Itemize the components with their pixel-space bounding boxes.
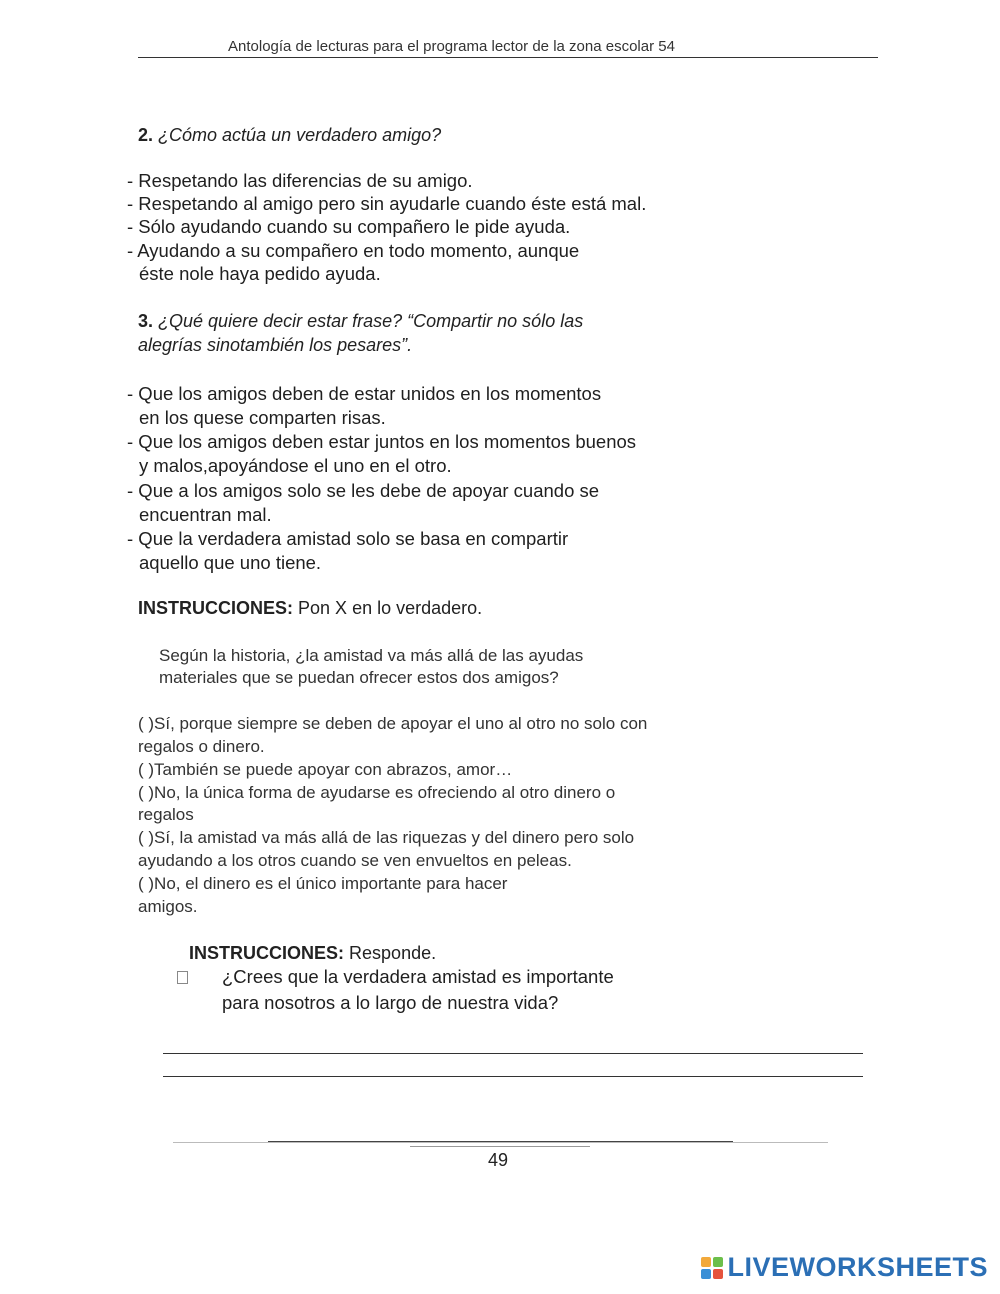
question-3-line2-text: alegrías sinotambién los pesares”. xyxy=(138,335,413,355)
q3-option-3: - Que a los amigos solo se les debe de apoyar cuando se xyxy=(127,480,600,501)
instructions-2 xyxy=(189,943,436,964)
question-2 xyxy=(138,125,441,146)
instructions-1-question-line2: materiales que se puedan ofrecer estos dos amigos? xyxy=(159,668,559,687)
question-3-line2 xyxy=(138,335,412,356)
instructions-2-label: INSTRUCCIONES: xyxy=(189,943,345,963)
q2-option-4: - Ayudando a su compañero en todo momento, aunque xyxy=(127,240,580,261)
instructions-1 xyxy=(138,598,482,619)
question-3-line1: ¿Qué quiere decir estar frase? “Compartir no sólo las xyxy=(158,311,584,331)
checkbox-option-1-cont: regalos o dinero. xyxy=(138,737,265,756)
instructions-1-text: Pon X en lo verdadero. xyxy=(298,598,483,618)
q2-option-1: - Respetando las diferencias de su amigo. xyxy=(127,170,473,191)
q2-option-2: - Respetando al amigo pero sin ayudarle cuando éste está mal. xyxy=(127,193,647,214)
q3-option-2: - Que los amigos deben estar juntos en los momentos buenos xyxy=(127,431,637,452)
question-3-number: 3. xyxy=(138,311,154,331)
q3-option-4-cont: aquello que uno tiene. xyxy=(139,552,322,573)
header-rule xyxy=(138,57,878,58)
instructions-2-text: Responde. xyxy=(349,943,437,963)
footer-rule-light xyxy=(173,1142,828,1143)
liveworksheets-brand xyxy=(701,1252,988,1283)
liveworksheets-name: LIVEWORKSHEETS xyxy=(727,1252,988,1282)
checkbox-option-3-cont: regalos xyxy=(138,805,194,824)
checkbox-option-2[interactable]: ( )También se puede apoyar con abrazos, amor… xyxy=(138,760,513,779)
q2-option-3: - Sólo ayudando cuando su compañero le pide ayuda. xyxy=(127,216,571,237)
checkbox-option-5[interactable]: ( )No, el dinero es el único importante para hacer xyxy=(138,874,508,893)
answer-line-2[interactable] xyxy=(163,1076,863,1077)
page-number: 49 xyxy=(488,1150,509,1170)
liveworksheets-logo-icon xyxy=(701,1257,723,1279)
instructions-2-question-line1: ¿Crees que la verdadera amistad es importante xyxy=(222,966,614,987)
instructions-1-label: INSTRUCCIONES: xyxy=(138,598,294,618)
q2-option-4-cont: éste nole haya pedido ayuda. xyxy=(139,263,381,284)
footer-rule-short xyxy=(410,1146,590,1147)
instructions-2-question-line2: para nosotros a lo largo de nuestra vida? xyxy=(222,992,559,1013)
question-3 xyxy=(138,311,583,332)
bullet-box-icon xyxy=(177,971,188,984)
q3-option-3-cont: encuentran mal. xyxy=(139,504,272,525)
q3-option-4: - Que la verdadera amistad solo se basa en compartir xyxy=(127,528,569,549)
footer-rule-dark xyxy=(268,1141,733,1142)
question-2-text: ¿Cómo actúa un verdadero amigo? xyxy=(158,125,442,145)
instructions-1-question-line1: Según la historia, ¿la amistad va más allá de las ayudas xyxy=(159,646,584,665)
checkbox-option-4-cont: ayudando a los otros cuando se ven envueltos en peleas. xyxy=(138,851,572,870)
q3-option-2-cont: y malos,apoyándose el uno en el otro. xyxy=(139,455,452,476)
header-title: Antología de lecturas para el programa lector de la zona escolar 54 xyxy=(228,38,675,55)
question-2-number: 2. xyxy=(138,125,154,145)
checkbox-option-1[interactable]: ( )Sí, porque siempre se deben de apoyar el uno al otro no solo con xyxy=(138,714,648,733)
q3-option-1-cont: en los quese comparten risas. xyxy=(139,407,386,428)
checkbox-option-3[interactable]: ( )No, la única forma de ayudarse es ofreciendo al otro dinero o xyxy=(138,783,616,802)
checkbox-option-5-cont: amigos. xyxy=(138,897,198,916)
q3-option-1: - Que los amigos deben de estar unidos en los momentos xyxy=(127,383,602,404)
answer-line-1[interactable] xyxy=(163,1053,863,1054)
checkbox-option-4[interactable]: ( )Sí, la amistad va más allá de las riquezas y del dinero pero solo xyxy=(138,828,635,847)
